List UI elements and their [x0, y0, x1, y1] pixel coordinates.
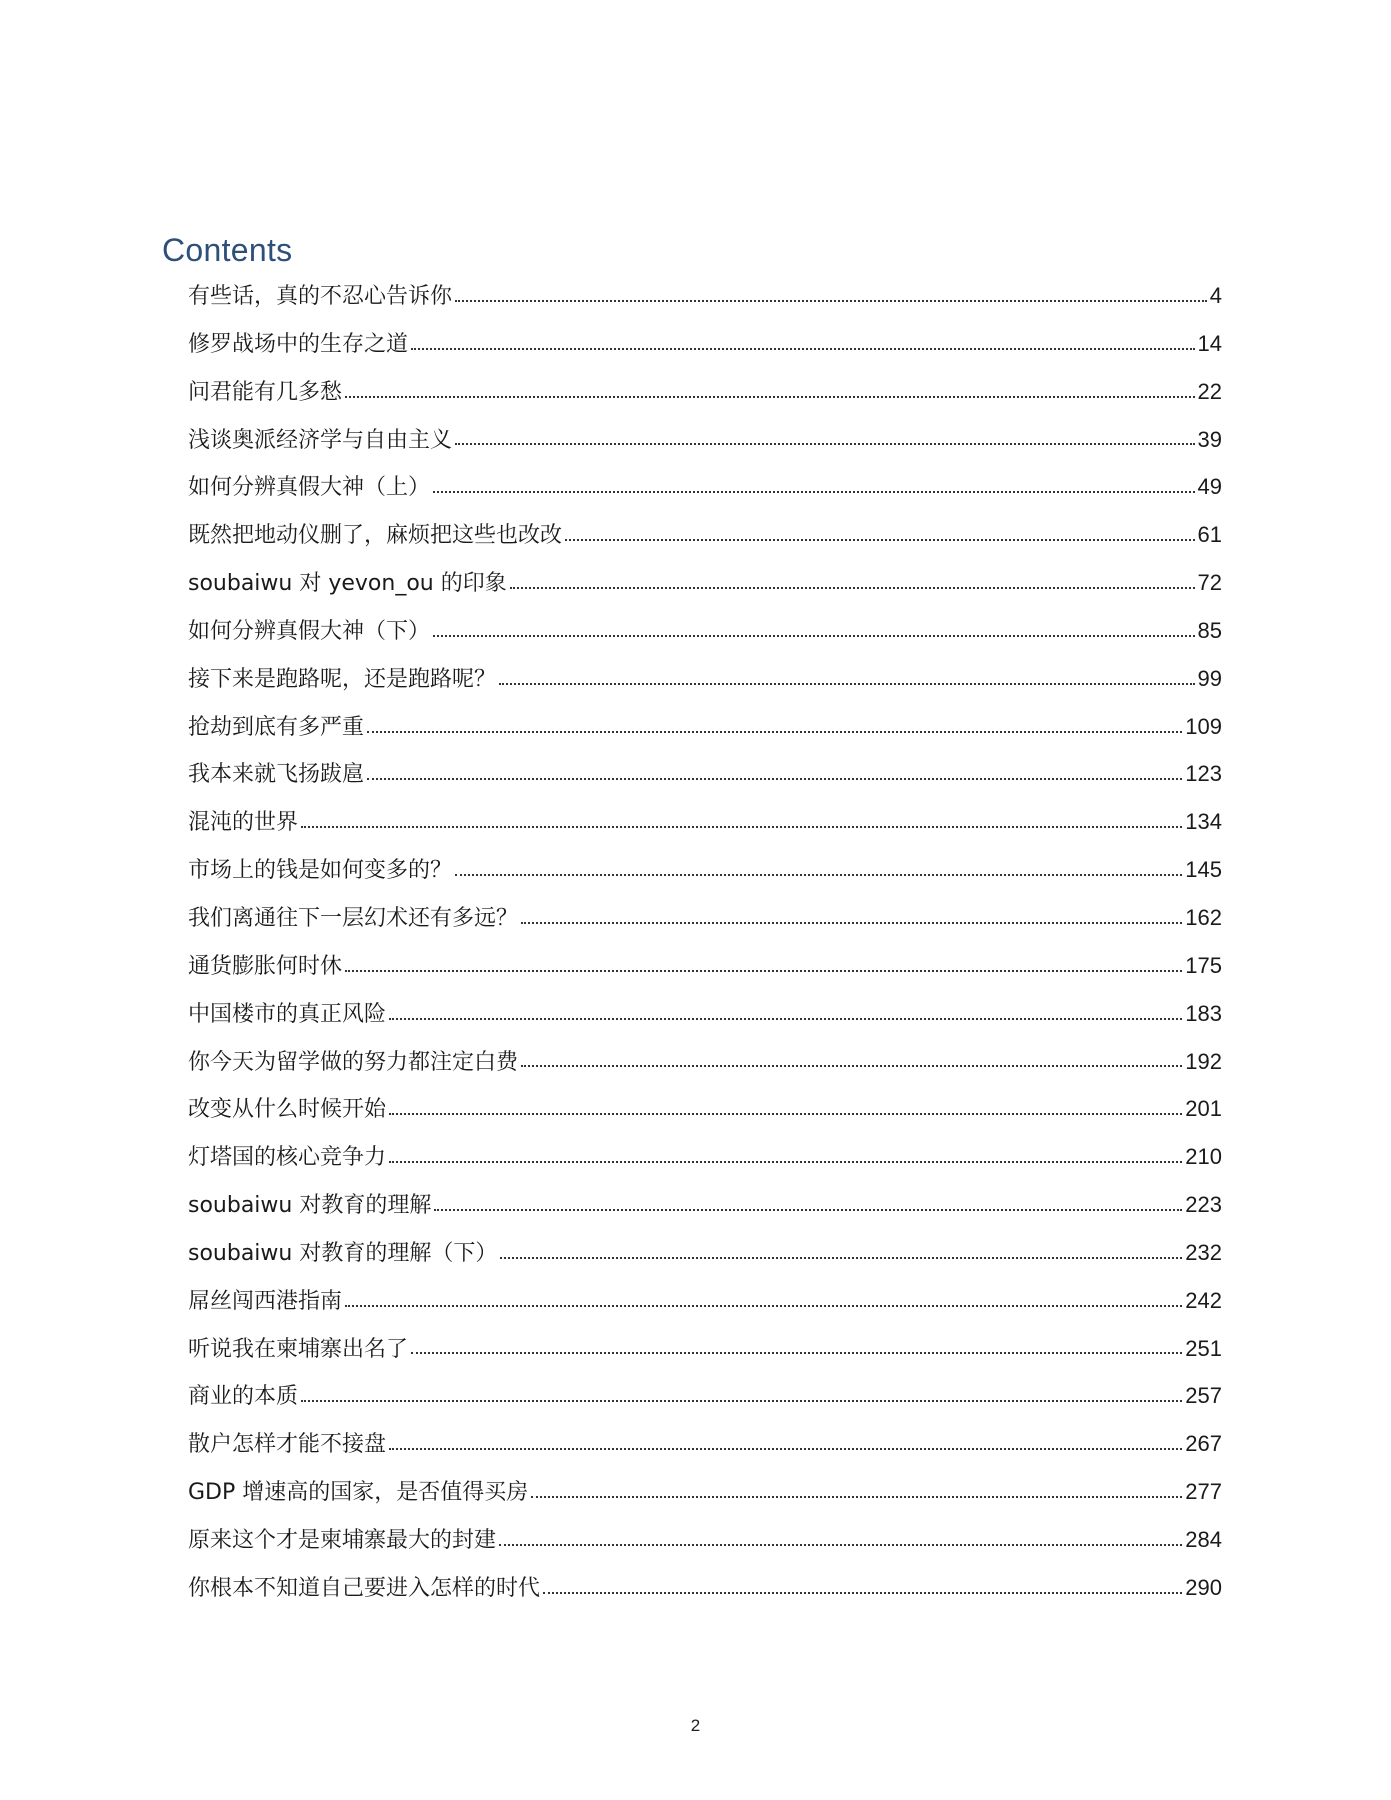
dot-leader — [345, 968, 1182, 972]
toc-entry-title[interactable]: 你根本不知道自己要进入怎样的时代 — [188, 1575, 541, 1601]
dot-leader — [345, 1303, 1182, 1307]
toc-entry-page-number[interactable]: 201 — [1185, 1096, 1222, 1122]
toc-entry-page-number[interactable]: 145 — [1185, 857, 1222, 883]
dot-leader — [433, 633, 1195, 637]
toc-entry[interactable] — [188, 1468, 1222, 1516]
toc-entry-title[interactable]: 浅谈奥派经济学与自由主义 — [188, 427, 453, 453]
toc-entry-page-number[interactable]: 232 — [1185, 1239, 1222, 1265]
toc-entry[interactable] — [188, 703, 1222, 751]
toc-entry-title[interactable]: 抢劫到底有多严重 — [188, 714, 365, 740]
dot-leader — [499, 681, 1195, 685]
dot-leader — [367, 729, 1182, 733]
toc-entry-title[interactable]: 我本来就飞扬跋扈 — [188, 762, 365, 788]
toc-entry[interactable] — [188, 559, 1222, 607]
toc-entry[interactable] — [188, 655, 1222, 703]
toc-entry-page-number[interactable]: 183 — [1185, 1000, 1222, 1026]
dot-leader — [389, 1016, 1182, 1020]
toc-entry-title[interactable]: 屌丝闯西港指南 — [188, 1288, 343, 1314]
toc-entry[interactable] — [188, 1277, 1222, 1325]
toc-entry-page-number[interactable]: 284 — [1185, 1526, 1222, 1552]
toc-entry-title[interactable]: soubaiwu 对教育的理解（下） — [188, 1240, 498, 1266]
toc-entry-page-number[interactable]: 4 — [1209, 283, 1222, 308]
toc-entry[interactable] — [188, 942, 1222, 990]
toc-entry-page-number[interactable]: 192 — [1185, 1048, 1222, 1074]
toc-entry-title[interactable]: 灯塔国的核心竞争力 — [188, 1145, 387, 1171]
dot-leader — [434, 1207, 1182, 1211]
toc-entry[interactable] — [188, 1133, 1222, 1181]
toc-entry[interactable] — [188, 990, 1222, 1038]
toc-entry-title[interactable]: 有些话，真的不忍心告诉你 — [188, 284, 453, 309]
toc-entry-page-number[interactable]: 14 — [1197, 330, 1222, 356]
toc-entry-title[interactable]: soubaiwu 对教育的理解 — [188, 1193, 432, 1219]
toc-entry[interactable] — [188, 750, 1222, 798]
toc-entry[interactable] — [188, 894, 1222, 942]
toc-entry-title[interactable]: 如何分辨真假大神（下） — [188, 618, 431, 644]
toc-entry[interactable] — [188, 463, 1222, 511]
toc-entry[interactable] — [188, 1564, 1222, 1612]
toc-entry[interactable] — [188, 1325, 1222, 1373]
toc-entry[interactable] — [188, 1038, 1222, 1086]
dot-leader — [521, 1063, 1182, 1067]
dot-leader — [367, 776, 1182, 780]
toc-entry-title[interactable]: 你今天为留学做的努力都注定白费 — [188, 1049, 519, 1075]
toc-entry-title[interactable]: 问君能有几多愁 — [188, 379, 343, 405]
toc-entry-page-number[interactable]: 175 — [1185, 952, 1222, 978]
toc-entry[interactable] — [188, 1085, 1222, 1133]
toc-list — [188, 272, 1222, 1612]
dot-leader — [499, 1542, 1182, 1546]
dot-leader — [433, 489, 1195, 493]
toc-entry[interactable] — [188, 368, 1222, 416]
toc-heading: Contents — [162, 232, 293, 268]
toc-entry-title[interactable]: 中国楼市的真正风险 — [188, 1001, 387, 1027]
toc-entry-page-number[interactable]: 223 — [1185, 1192, 1222, 1218]
dot-leader — [389, 1111, 1182, 1115]
toc-entry[interactable] — [188, 607, 1222, 655]
dot-leader — [455, 872, 1182, 876]
toc-entry-title[interactable]: 市场上的钱是如何变多的？ — [188, 858, 453, 884]
toc-entry-title[interactable]: 修罗战场中的生存之道 — [188, 331, 409, 357]
toc-entry[interactable] — [188, 272, 1222, 320]
toc-entry-title[interactable]: 如何分辨真假大神（上） — [188, 475, 431, 501]
toc-entry[interactable] — [188, 1181, 1222, 1229]
toc-entry-page-number[interactable]: 290 — [1185, 1574, 1222, 1600]
dot-leader — [543, 1590, 1182, 1594]
toc-entry-title[interactable]: 改变从什么时候开始 — [188, 1097, 387, 1123]
toc-entry-title[interactable]: 听说我在柬埔寨出名了 — [188, 1336, 409, 1362]
toc-entry-title[interactable]: 原来这个才是柬埔寨最大的封建 — [188, 1527, 497, 1553]
toc-entry-page-number[interactable]: 49 — [1197, 474, 1222, 500]
toc-entry-page-number[interactable]: 22 — [1197, 378, 1222, 404]
toc-entry[interactable] — [188, 846, 1222, 894]
toc-entry[interactable] — [188, 511, 1222, 559]
toc-entry[interactable] — [188, 320, 1222, 368]
dot-leader — [510, 585, 1195, 589]
toc-entry-title[interactable]: 散户怎样才能不接盘 — [188, 1432, 387, 1458]
toc-entry-page-number[interactable]: 134 — [1185, 809, 1222, 835]
dot-leader — [301, 824, 1182, 828]
toc-entry-title[interactable]: 商业的本质 — [188, 1384, 299, 1410]
dot-leader — [500, 1255, 1182, 1259]
toc-entry[interactable] — [188, 1516, 1222, 1564]
toc-entry[interactable] — [188, 1420, 1222, 1468]
dot-leader — [411, 346, 1195, 350]
dot-leader — [531, 1494, 1182, 1498]
toc-entry-page-number[interactable]: 162 — [1185, 904, 1222, 930]
toc-entry-page-number[interactable]: 72 — [1197, 570, 1222, 596]
toc-entry-page-number[interactable]: 109 — [1185, 713, 1222, 739]
toc-entry-page-number[interactable]: 210 — [1185, 1144, 1222, 1170]
toc-entry-page-number[interactable]: 99 — [1197, 665, 1222, 691]
toc-entry[interactable] — [188, 1372, 1222, 1420]
dot-leader — [301, 1398, 1182, 1402]
toc-entry[interactable] — [188, 416, 1222, 464]
dot-leader — [565, 537, 1195, 541]
toc-entry-title[interactable]: 接下来是跑路呢，还是跑路呢？ — [188, 666, 497, 692]
toc-entry-title[interactable]: soubaiwu 对 yevon_ou 的印象 — [188, 571, 507, 597]
dot-leader — [455, 298, 1207, 302]
toc-entry-page-number[interactable]: 39 — [1197, 426, 1222, 452]
dot-leader — [389, 1446, 1182, 1450]
toc-entry-title[interactable]: 混沌的世界 — [188, 810, 299, 836]
toc-entry-page-number[interactable]: 267 — [1185, 1431, 1222, 1457]
toc-entry-title[interactable]: GDP 增速高的国家，是否值得买房 — [188, 1480, 529, 1506]
toc-entry[interactable] — [188, 1229, 1222, 1277]
dot-leader — [521, 920, 1182, 924]
toc-entry-title[interactable]: 通货膨胀何时休 — [188, 953, 343, 979]
dot-leader — [345, 394, 1195, 398]
toc-entry-page-number[interactable]: 251 — [1185, 1335, 1222, 1361]
dot-leader — [389, 1159, 1182, 1163]
page-number: 2 — [690, 1716, 701, 1735]
toc-entry-page-number[interactable]: 242 — [1185, 1287, 1222, 1313]
toc-entry-page-number[interactable]: 277 — [1185, 1479, 1222, 1505]
dot-leader — [455, 441, 1195, 445]
toc-entry-title[interactable]: 我们离通往下一层幻术还有多远？ — [188, 905, 519, 931]
toc-entry-page-number[interactable]: 61 — [1197, 522, 1222, 548]
toc-entry-page-number[interactable]: 123 — [1185, 761, 1222, 787]
toc-entry-page-number[interactable]: 257 — [1185, 1383, 1222, 1409]
toc-entry-page-number[interactable]: 85 — [1197, 617, 1222, 643]
toc-entry[interactable] — [188, 798, 1222, 846]
toc-entry-title[interactable]: 既然把地动仪删了，麻烦把这些也改改 — [188, 523, 563, 549]
dot-leader — [411, 1350, 1182, 1354]
